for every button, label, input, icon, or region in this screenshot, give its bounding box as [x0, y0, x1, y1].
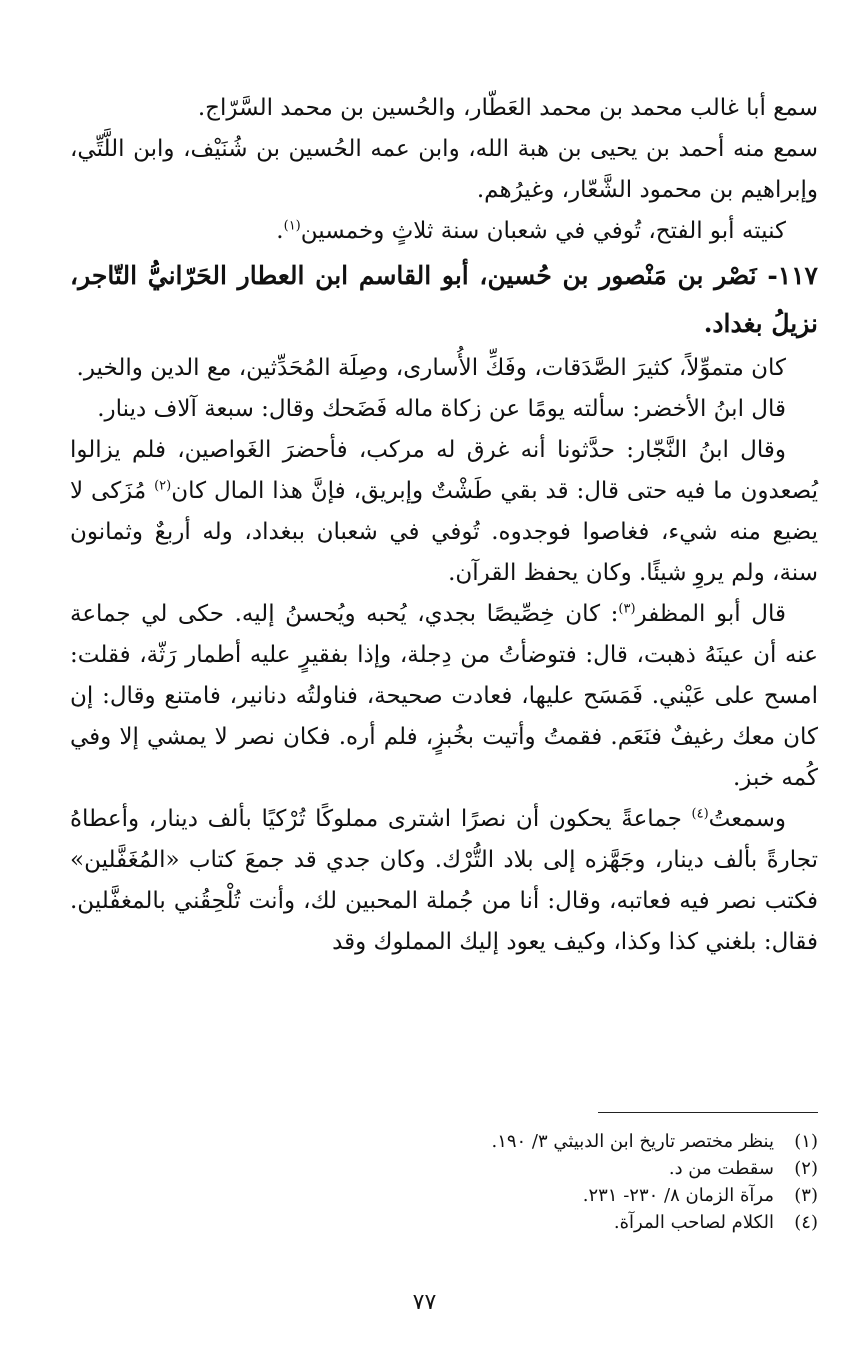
- entry-heading: ١١٧- نَصْر بن مَنْصور بن حُسين، أبو القاسم ابن العطار الحَرّانيُّ التّاجر، نزيلُ بغداد.: [70, 261, 818, 338]
- footnote-number: (٣): [794, 1185, 818, 1206]
- paragraph: سمع منه أحمد بن يحيى بن هبة الله، وابن عمه الحُسين بن شُنَيْف، وابن اللَّتِّي، وإبراهيم بن محمود الشَّعّار، وغيرُهم.: [70, 136, 818, 203]
- paragraph: وسمعتُ$^{(٤)}$ جماعةً يحكون أن نصرًا اشترى مملوكًا تُرْكيًا بألف دينار، وأعطاهُ تجارةً بألف دينار، وجَهَّزه إلى بلاد التُّرْك. وكان جدي قد جمعَ كتاب «المُغَفَّلين» فكتب نصر فيه فعاتبه، وقال: أنا من جُملة المحبين لك، وأنت تُلْحِقُني بالمغفَّلين. فقال: بلغني كذا وكذا، وكيف يعود إليك المملوك وقد: [70, 806, 818, 955]
- paragraph: كنيته أبو الفتح، تُوفي في شعبان سنة ثلاثٍ وخمسين$^{(١)}$.: [276, 218, 786, 244]
- footnote: [70, 1128, 818, 1155]
- footnotes: [70, 1128, 818, 1236]
- footnote-number: (٢): [794, 1158, 818, 1179]
- footnote-number: (٤): [794, 1212, 818, 1233]
- footnote-ref[interactable]: (٢): [154, 478, 172, 494]
- footnote-ref[interactable]: (٣): [618, 601, 636, 617]
- footnote: [70, 1182, 818, 1209]
- page-body: [70, 88, 818, 963]
- paragraph: قال ابنُ الأخضر: سألته يومًا عن زكاة ماله فَضَحك وقال: سبعة آلاف دينار.: [97, 396, 786, 422]
- footnote-text: مرآة الزمان ٨/ ٢٣٠- ٢٣١.: [582, 1185, 774, 1206]
- footnote-ref[interactable]: (٤): [691, 806, 709, 822]
- footnote-number: (١): [794, 1131, 818, 1152]
- paragraph: سمع أبا غالب محمد بن محمد العَطّار، والحُسين بن محمد السَّرّاج.: [197, 95, 818, 121]
- footnote: [70, 1155, 818, 1182]
- paragraph: كان متموِّلاً، كثيرَ الصَّدَقات، وفَكِّ الأُسارى، وصِلَة المُحَدِّثين، مع الدين والخير.: [76, 355, 786, 381]
- footnote-divider: [598, 1112, 818, 1113]
- footnote-text: سقطت من د.: [668, 1158, 774, 1179]
- footnote-ref[interactable]: (١): [283, 218, 301, 234]
- footnote: [70, 1209, 818, 1236]
- footnote-text: ينظر مختصر تاريخ ابن الدبيثي ٣/ ١٩٠.: [491, 1131, 774, 1152]
- paragraph: قال أبو المظفر$^{(٣)}$: كان خِصِّيصًا بجدي، يُحبه ويُحسنُ إليه. حكى لي جماعة عنه أن عينَهُ ذهبت، قال: فتوضأتُ من دِجلة، وإذا بفقيرٍ عليه أطمار رَثّة، فقلت: امسح على عَيْني. فَمَسَح عليها، فعادت صحيحة، فناولتُه دنانير، فامتنع وقال: إن كان معك رغيفٌ فنَعَم. فقمتُ وأتيت بخُبزٍ، فلم أره. فكان نصر لا يمشي إلا وفي كُمه خبز.: [70, 601, 818, 791]
- footnote-text: الكلام لصاحب المرآة.: [613, 1212, 774, 1233]
- paragraph: وقال ابنُ النَّجّار: حدَّثونا أنه غرق له مركب، فأحضرَ الغَواصين، فلم يزالوا يُصعدون ما فيه حتى قال: قد بقي طَشْتٌ وإبريق، فإنَّ هذا المال كان$^{(٢)}$ مُزَكى لا يضيع منه شيء، فغاصوا فوجدوه. تُوفي في شعبان ببغداد، وله أربعٌ وثمانون سنة، ولم يروِ شيئًا. وكان يحفظ القرآن.: [70, 437, 818, 586]
- page-number: ٧٧: [412, 1290, 437, 1315]
